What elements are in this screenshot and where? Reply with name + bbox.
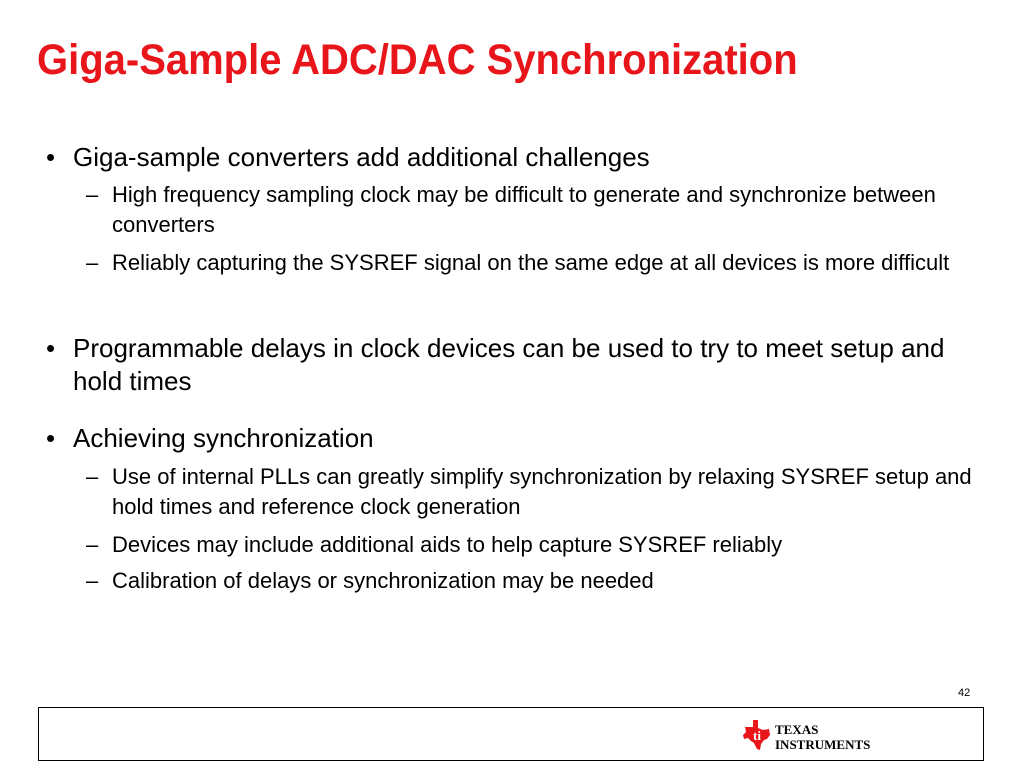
logo-line-texas: TEXAS — [775, 722, 819, 737]
sub-bullet-text: Reliably capturing the SYSREF signal on the same edge at all devices is more difficult — [112, 250, 950, 275]
sub-bullet-marker: – — [86, 182, 99, 207]
sub-bullet-text: High frequency sampling clock may be difficult to generate and synchronize between converters — [112, 182, 936, 237]
sub-bullet-marker: – — [86, 250, 99, 275]
texas-instruments-logo — [742, 718, 874, 752]
bullet-text: Achieving synchronization — [73, 423, 374, 453]
bullet-marker: • — [46, 333, 56, 363]
svg-text:ti: ti — [753, 728, 761, 743]
sub-bullet-marker: – — [86, 464, 99, 489]
bullet-text: Programmable delays in clock devices can be used to try to meet setup and hold times — [73, 333, 945, 396]
sub-bullet-marker: – — [86, 532, 99, 557]
sub-bullet-text: Use of internal PLLs can greatly simplify synchronization by relaxing SYSREF setup and hold times and reference clock generation — [112, 464, 972, 519]
slide-title: Giga-Sample ADC/DAC Synchronization — [37, 36, 798, 84]
bullet-text: Giga-sample converters add additional challenges — [73, 142, 650, 172]
bullet-marker: • — [46, 142, 56, 172]
sub-bullet-text: Calibration of delays or synchronization may be needed — [112, 568, 654, 593]
page-number: 42 — [958, 687, 971, 699]
logo-line-instruments: INSTRUMENTS — [775, 737, 871, 752]
sub-bullet-marker: – — [86, 568, 99, 593]
sub-bullet-text: Devices may include additional aids to help capture SYSREF reliably — [112, 532, 783, 557]
bullet-marker: • — [46, 423, 56, 453]
